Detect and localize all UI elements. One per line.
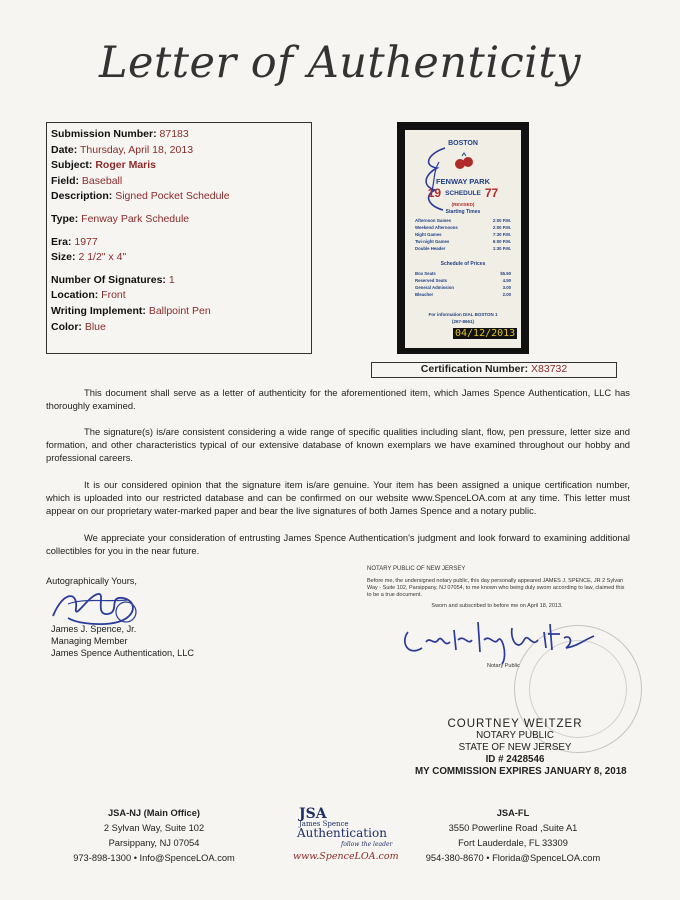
- card-time-row: Weekend Afternoons 2:00 P.M.: [415, 225, 511, 230]
- stamp-name: COURTNEY WEITZER: [447, 718, 583, 730]
- card-info-phone: (267-8661): [451, 319, 474, 324]
- field-color: Color: Blue: [51, 320, 106, 333]
- notary-stamp: [415, 718, 627, 778]
- field-description: Description: Signed Pocket Schedule: [51, 190, 230, 203]
- notary-heading: NOTARY PUBLIC OF NEW JERSEY: [367, 566, 466, 572]
- certification-number-box: Certification Number: X83732: [371, 362, 617, 378]
- notary-sworn: Sworn and subscribed to before me on April 18, 2013.: [431, 603, 563, 609]
- notary-title-label: Notary Public: [487, 663, 520, 669]
- card-price-row: Bleacher 2.00: [415, 292, 511, 297]
- footer-nj-address1: 2 Sylvan Way, Suite 102: [103, 823, 205, 833]
- card-prices-heading: Schedule of Prices: [440, 261, 486, 267]
- card-time-row: Night Games 7:30 P.M.: [415, 232, 511, 237]
- footer-nj-contact: 973-898-1300 • Info@SpenceLOA.com: [73, 853, 235, 863]
- field-submission-number: Submission Number: 87183: [51, 128, 189, 140]
- paragraph-2: The signature(s) is/are consistent considering a wide range of specific qualities including slant, flow, pen pressure, letter size and formation, and other characteristics typical of our extensive database of known exemplars we have examined throughout our hobby and professional careers.: [46, 426, 630, 463]
- signer-block: [51, 623, 194, 659]
- notary-text: Before me, the undersigned notary public, this day personally appeared JAMES J. SPENCE, JR 2 Sylvan Way - Suite 102, Parsippany, NJ 07054, to me known who being duly sworn according to law, claimed this to be a true document.: [367, 578, 625, 598]
- stamp-notary-public: NOTARY PUBLIC: [476, 730, 554, 741]
- card-time-row: Double Header 1:30 P.M.: [415, 246, 511, 251]
- pocket-schedule-card: [405, 130, 521, 348]
- logo-authentication-text: Authentication: [297, 826, 387, 840]
- logo-tagline: follow the leader: [341, 841, 393, 848]
- field-era: Era: 1977: [51, 235, 98, 248]
- card-starting-times-heading: Starting Times: [445, 209, 481, 215]
- card-info-line: For information DIAL BOSTON 1: [428, 312, 498, 317]
- jsa-logo: [289, 806, 397, 866]
- paragraph-1: This document shall serve as a letter of authenticity for the aforementioned item, which James Spence Authentication, LLC has thoroughly examined.: [46, 387, 630, 411]
- notary-statement: [367, 566, 627, 610]
- footer-fl-address2: Fort Lauderdale, FL 33309: [458, 838, 568, 848]
- field-number-of-signatures: Number Of Signatures: 1: [51, 273, 175, 286]
- photo-date-stamp: 04/12/2013: [455, 328, 516, 339]
- field-field: Field: Baseball: [51, 174, 123, 187]
- logo-jsa-text: JSA: [299, 806, 327, 822]
- signer-role: Managing Member: [51, 636, 128, 646]
- closing: Autographically Yours,: [46, 576, 137, 586]
- field-location: Location: Front: [51, 289, 126, 302]
- footer-fl-contact: 954-380-8670 • Florida@SpenceLOA.com: [425, 853, 601, 863]
- card-time-row: Afternoon Games 2:00 P.M.: [415, 218, 511, 223]
- field-date: Date: Thursday, April 18, 2013: [51, 143, 194, 156]
- paragraph-3: It is our considered opinion that the signature item is/are genuine. Your item has been assigned a unique certification number, which is uploaded into our restricted database and can be confirmed on our website www.SpenceLOA.com at any time. This letter must appear on our proprietary water-marked paper and bear the live signatures of both James Spence and a notary public.: [46, 479, 630, 516]
- signer-company: James Spence Authentication, LLC: [51, 648, 195, 658]
- card-park: FENWAY PARK: [435, 177, 491, 186]
- signer-name: James J. Spence, Jr.: [51, 624, 137, 634]
- notary-signature-icon: [398, 612, 618, 667]
- card-price-row: Reserved Seats 4.50: [415, 278, 511, 283]
- logo-website: www.SpenceLOA.com: [293, 851, 399, 862]
- footer-fl-address1: 3550 Powerline Road ,Suite A1: [448, 823, 578, 833]
- page-title: Letter of Authenticity: [98, 38, 581, 88]
- submission-info-box: [46, 122, 312, 354]
- paragraph-4: We appreciate your consideration of entrusting James Spence Authentication's judgment and look forward to examining additional collectibles for you in the near future.: [46, 532, 630, 556]
- footer-nj-office: [59, 806, 249, 866]
- field-type: Type: Fenway Park Schedule: [51, 212, 190, 225]
- stamp-id: ID # 2428546: [485, 754, 545, 765]
- card-time-row: Twi-night Games 6:00 P.M.: [415, 239, 511, 244]
- card-price-row: General Admission 3.00: [415, 285, 511, 290]
- card-revised: (REVISED): [451, 202, 475, 207]
- card-year-row: 19 SCHEDULE 77: [427, 186, 499, 200]
- footer-fl-heading: JSA-FL: [496, 808, 530, 818]
- stamp-state: STATE OF NEW JERSEY: [458, 742, 572, 753]
- field-writing-implement: Writing Implement: Ballpoint Pen: [51, 304, 211, 317]
- red-sox-logo-icon: [453, 152, 475, 172]
- footer-nj-heading: JSA-NJ (Main Office): [108, 808, 200, 818]
- field-size: Size: 2 1/2" x 4": [51, 251, 127, 264]
- footer-fl-office: [418, 806, 608, 866]
- logo-james-spence-text: James Spence: [299, 820, 349, 828]
- item-photo: [397, 122, 529, 354]
- field-subject: Subject: Roger Maris: [51, 159, 157, 172]
- footer-nj-address2: Parsippany, NJ 07054: [108, 838, 200, 848]
- card-price-row: Box Seats $5.50: [415, 271, 511, 276]
- card-city: BOSTON: [448, 140, 478, 147]
- stamp-expiration: MY COMMISSION EXPIRES JANUARY 8, 2018: [415, 766, 627, 777]
